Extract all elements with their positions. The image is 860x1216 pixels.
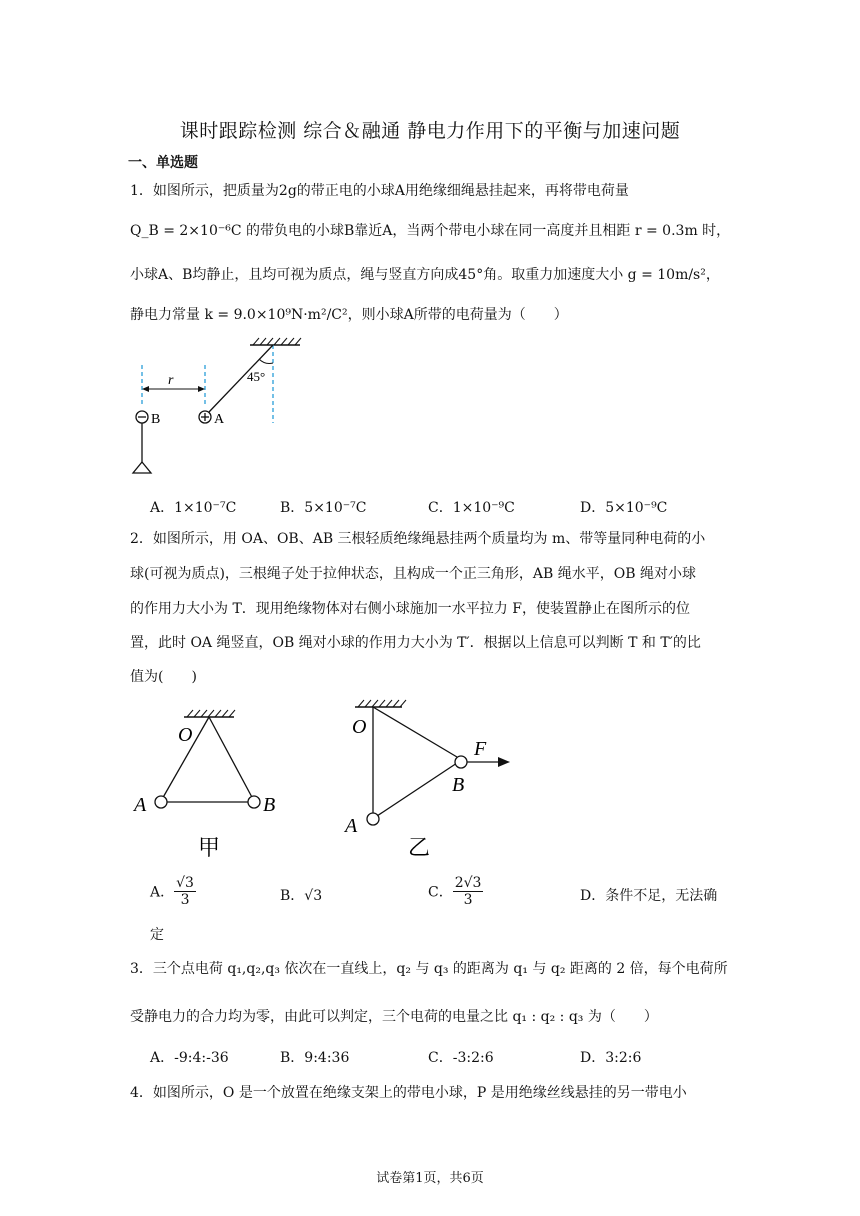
q1-option-c: C．1×10⁻⁹C xyxy=(428,500,515,516)
q3-line-2: 受静电力的合力均为零，由此可以判定，三个电荷的电量之比 q₁ : q₂ : q₃ 为（ ） xyxy=(130,1009,658,1025)
q2-yi-A: A xyxy=(345,815,358,837)
q2-option-a-prefix: A． xyxy=(150,884,175,901)
q1-option-a: A．1×10⁻⁷C xyxy=(150,500,237,516)
q2-option-d: D．条件不足，无法确 xyxy=(580,888,718,904)
q1-line-1: 1．如图所示，把质量为2g的带正电的小球A用绝缘细绳悬挂起来，再将带电荷量 xyxy=(130,183,629,199)
q3-option-b: B．9:4:36 xyxy=(280,1050,350,1066)
page-title: 课时跟踪检测 综合＆融通 静电力作用下的平衡与加速问题 xyxy=(179,120,681,142)
q2-line-5: 值为( ) xyxy=(130,669,197,685)
q2-option-a xyxy=(150,875,196,908)
page-footer: 试卷第1页，共6页 xyxy=(376,1171,484,1186)
q2-option-d-cont: 定 xyxy=(150,927,164,943)
q2-figure-jia xyxy=(130,705,290,865)
q3-option-a: A．-9:4:-36 xyxy=(150,1050,229,1066)
q2-jia-B: B xyxy=(263,794,276,816)
q2-jia-A: A xyxy=(134,794,147,816)
q1-option-b: B．5×10⁻⁷C xyxy=(280,500,367,516)
q2-line-2: 球(可视为质点)，三根绳子处于拉伸状态，且构成一个正三角形，AB 绳水平，OB 绳对小球 xyxy=(130,566,696,582)
q2-line-4: 置，此时 OA 绳竖直，OB 绳对小球的作用力大小为 T′．根据以上信息可以判断 T 和 T′的比 xyxy=(130,635,701,651)
q1-line-3: 小球A、B均静止，且均可视为质点，绳与竖直方向成45°角。取重力加速度大小 g = 10m/s²， xyxy=(130,267,720,283)
q2-option-c-num: 2√3 xyxy=(454,875,482,891)
q2-yi-B: B xyxy=(452,774,465,796)
section-heading: 一、单选题 xyxy=(128,155,198,171)
q2-yi-F: F xyxy=(474,738,487,760)
q3-line-1: 3．三个点电荷 q₁,q₂,q₃ 依次在一直线上，q₂ 与 q₃ 的距离为 q₁ 与 q₂ 距离的 2 倍，每个电荷所 xyxy=(130,961,728,977)
q4-line-1: 4．如图所示，O 是一个放置在绝缘支架上的带电小球，P 是用绝缘丝线悬挂的另一带电小 xyxy=(130,1085,687,1101)
q1-option-d: D．5×10⁻⁹C xyxy=(580,500,668,516)
q2-option-c-den: 3 xyxy=(463,892,473,908)
q2-jia-label: 甲 xyxy=(198,836,221,861)
q3-option-c: C．-3:2:6 xyxy=(428,1050,494,1066)
q2-option-b: B．√3 xyxy=(280,888,323,904)
q1-fig-B: B xyxy=(151,412,161,427)
q2-yi-O: O xyxy=(352,716,367,738)
q2-jia-O: O xyxy=(178,724,193,746)
q3-option-d: D．3:2:6 xyxy=(580,1050,642,1066)
q1-fig-A: A xyxy=(214,412,225,427)
q2-line-3: 的作用力大小为 T．现用绝缘物体对右侧小球施加一水平拉力 F，使装置静止在图所示的位 xyxy=(130,601,690,617)
q2-option-c-prefix: C． xyxy=(428,884,453,901)
q1-figure xyxy=(125,335,315,485)
q2-option-c xyxy=(428,875,483,908)
q1-fig-r: r xyxy=(168,373,174,388)
q1-line-4: 静电力常量 k = 9.0×10⁹N·m²/C²，则小球A所带的电荷量为（ ） xyxy=(130,307,568,323)
q2-yi-label: 乙 xyxy=(408,836,431,861)
q2-option-a-den: 3 xyxy=(180,892,190,908)
q1-line-2: Q_B = 2×10⁻⁶C 的带负电的小球B靠近A，当两个带电小球在同一高度并且相距 r = 0.3m 时， xyxy=(130,223,731,239)
q2-option-a-num: √3 xyxy=(176,875,194,891)
q2-figure-yi xyxy=(340,695,520,865)
q2-line-1: 2．如图所示，用 OA、OB、AB 三根轻质绝缘绳悬挂两个质量均为 m、带等量同种电荷的小 xyxy=(130,531,706,547)
q1-fig-angle: 45° xyxy=(247,369,266,384)
